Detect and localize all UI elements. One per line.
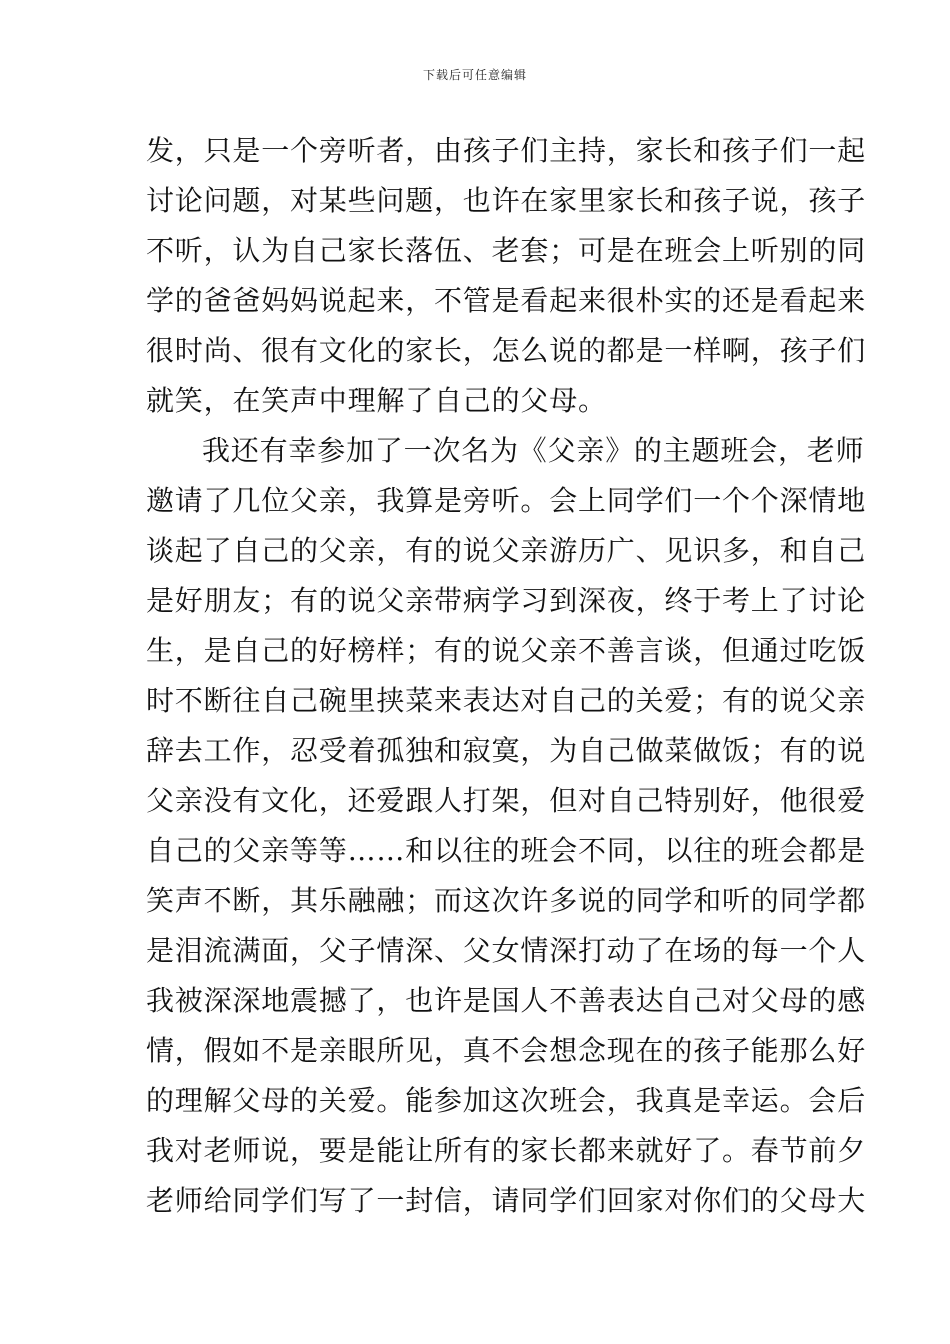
text-line: 邀请了几位父亲，我算是旁听。会上同学们一个个深情地 — [146, 484, 867, 517]
text-line: 老师给同学们写了一封信，请同学们回家对你们的父母大 — [146, 1184, 867, 1217]
paragraph — [146, 126, 867, 426]
header-note: 下载后可任意编辑 — [422, 68, 527, 82]
text-line: 很时尚、很有文化的家长，怎么说的都是一样啊，孩子们 — [146, 334, 867, 367]
text-line: 谈起了自己的父亲，有的说父亲游历广、见识多，和自己 — [146, 534, 867, 567]
text-line: 是好朋友；有的说父亲带病学习到深夜，终于考上了讨论 — [146, 584, 867, 617]
text-line: 生，是自己的好榜样；有的说父亲不善言谈，但通过吃饭 — [146, 634, 867, 667]
text-line: 我还有幸参加了一次名为《父亲》的主题班会，老师 — [202, 434, 865, 467]
text-line: 辞去工作，忍受着孤独和寂寞，为自己做菜做饭；有的说 — [146, 734, 867, 767]
text-line: 父亲没有文化，还爱跟人打架，但对自己特别好，他很爱 — [146, 784, 867, 817]
text-line: 情，假如不是亲眼所见，真不会想念现在的孩子能那么好 — [146, 1034, 867, 1067]
text-line: 笑声不断，其乐融融；而这次许多说的同学和听的同学都 — [146, 884, 867, 917]
text-line: 讨论问题，对某些问题，也许在家里家长和孩子说，孩子 — [146, 184, 867, 217]
paragraph — [146, 426, 867, 1226]
text-line: 我被深深地震撼了，也许是国人不善表达自己对父母的感 — [146, 984, 867, 1017]
text-line: 的理解父母的关爱。能参加这次班会，我真是幸运。会后 — [146, 1084, 867, 1117]
document-body — [146, 126, 867, 1226]
text-line: 是泪流满面，父子情深、父女情深打动了在场的每一个人 — [146, 934, 867, 967]
text-line: 不听，认为自己家长落伍、老套；可是在班会上听别的同 — [146, 234, 867, 267]
text-line: 就笑，在笑声中理解了自己的父母。 — [146, 384, 607, 417]
text-line: 学的爸爸妈妈说起来，不管是看起来很朴实的还是看起来 — [146, 284, 867, 317]
text-line: 发，只是一个旁听者，由孩子们主持，家长和孩子们一起 — [146, 134, 867, 167]
text-line: 自己的父亲等等……和以往的班会不同，以往的班会都是 — [146, 834, 867, 867]
text-line: 我对老师说，要是能让所有的家长都来就好了。春节前夕 — [146, 1134, 867, 1167]
text-line: 时不断往自己碗里挟菜来表达对自己的关爱；有的说父亲 — [146, 684, 867, 717]
